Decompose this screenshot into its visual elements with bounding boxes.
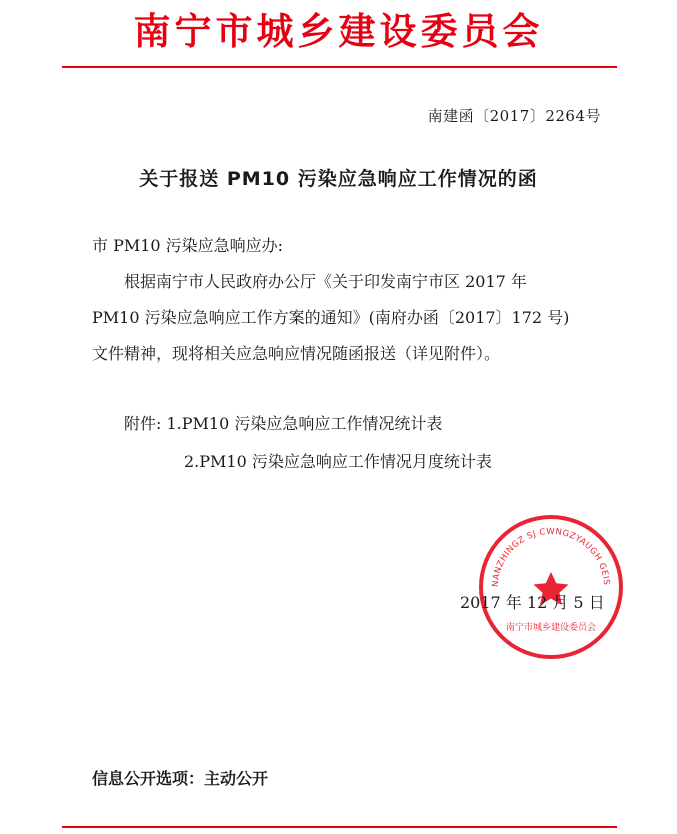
seal-pinyin: NANZHINGZ SJ CWNGZYAUGH GEIS — [490, 526, 612, 588]
footer-red-rule — [62, 826, 617, 828]
attachment-1: 附件: 1.PM10 污染应急响应工作情况统计表 — [124, 414, 443, 433]
attachment-2: 2.PM10 污染应急响应工作情况月度统计表 — [184, 452, 492, 471]
paragraph-line-3: 文件精神，现将相关应急响应情况随函报送（详见附件）。 — [92, 344, 501, 363]
paragraph-line-1: 根据南宁市人民政府办公厅《关于印发南宁市区 2017 年 — [124, 272, 527, 291]
seal-inner-text: 南宁市城乡建设委员会 — [505, 623, 597, 633]
paragraph-line-2: PM10 污染应急响应工作方案的通知》(南府办函〔2017〕172 号) — [92, 308, 570, 327]
document-number: 南建函〔2017〕2264号 — [427, 107, 601, 125]
seal-graphic — [476, 512, 626, 662]
organization-header: 南宁市城乡建设委员会 — [133, 9, 544, 53]
header-red-rule — [62, 66, 617, 68]
disclosure-option: 信息公开选项：主动公开 — [92, 769, 269, 788]
document-title: 关于报送 PM10 污染应急响应工作情况的函 — [139, 168, 538, 190]
document-date: 2017 年 12 月 5 日 — [460, 593, 605, 612]
official-seal — [476, 512, 626, 662]
salutation: 市 PM10 污染应急响应办: — [92, 236, 284, 255]
